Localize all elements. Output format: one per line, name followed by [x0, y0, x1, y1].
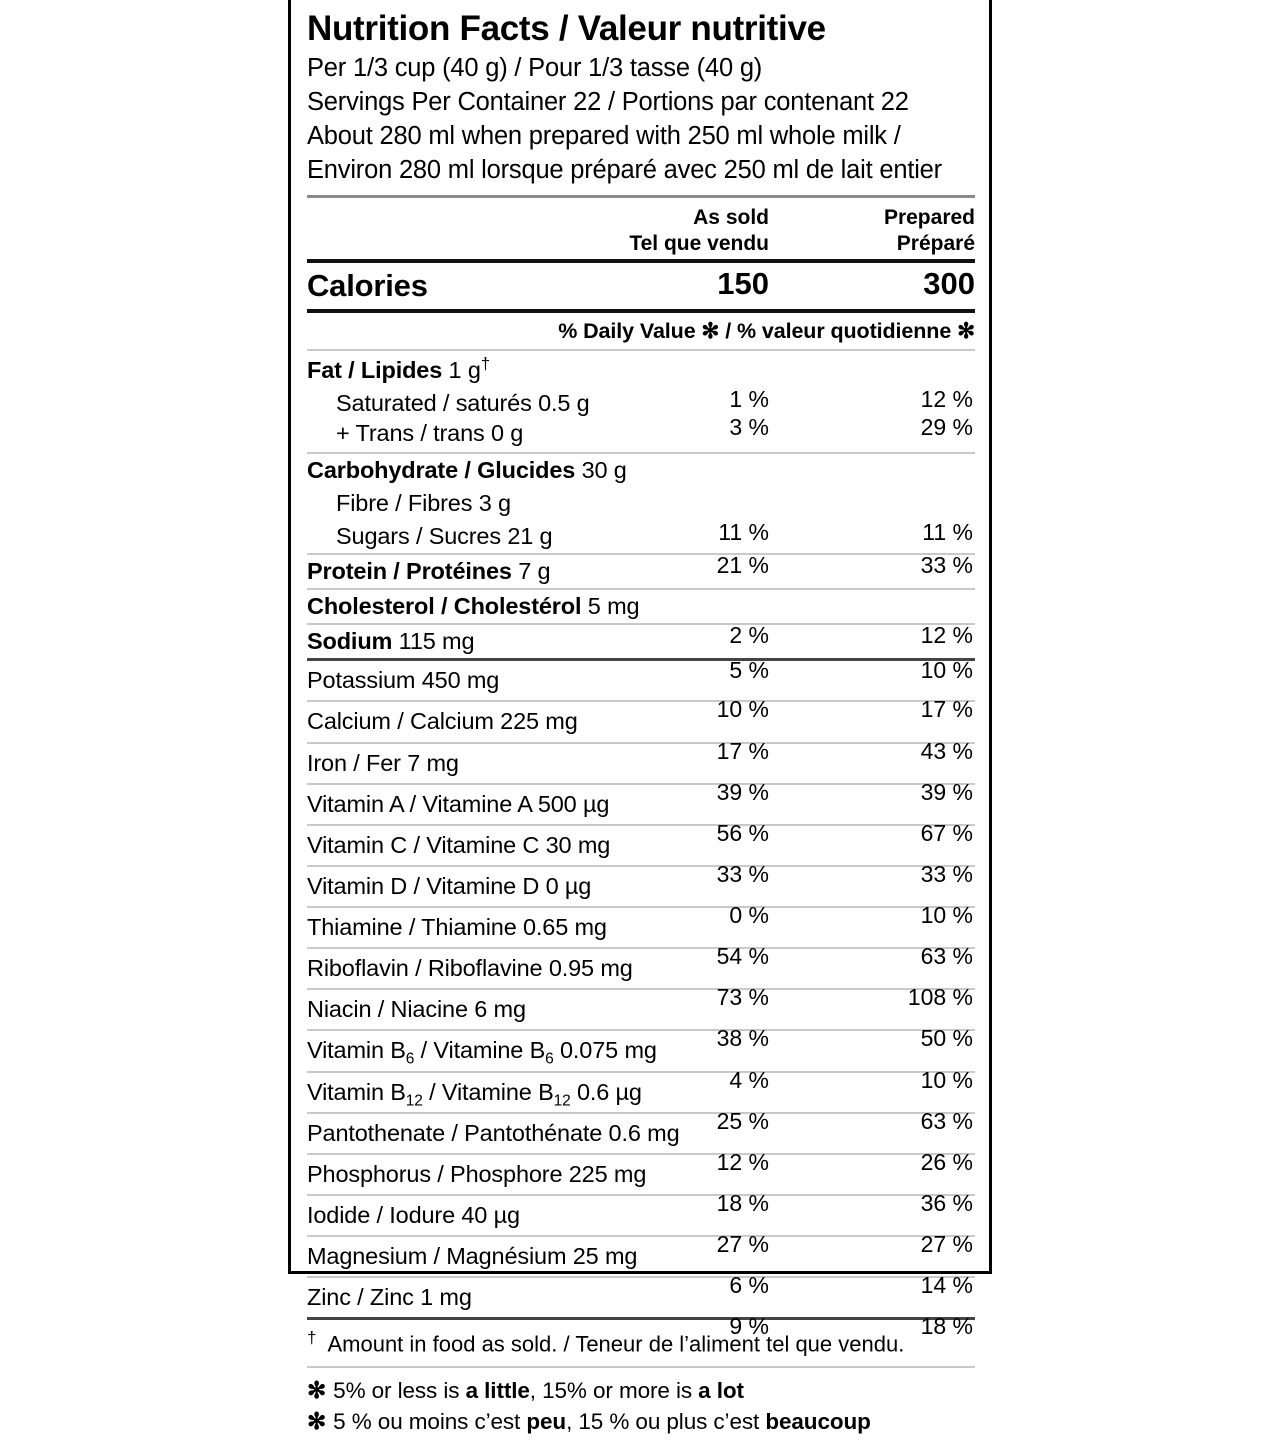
label-title: Nutrition Facts / Valeur nutritive [307, 9, 826, 48]
row-sodium-prepared: 10 % [920, 657, 973, 684]
footnote-star-fr-c: , 15 % ou plus c’est [566, 1409, 766, 1435]
row-iodide-as-sold: 27 % [716, 1231, 769, 1258]
footnote-star-fr-b: peu [526, 1409, 567, 1435]
row-vitamin-a-prepared: 67 % [920, 819, 973, 846]
dagger-icon: † [480, 354, 491, 374]
calories-value-prepared: 300 [923, 266, 975, 302]
row-zinc-as-sold: 9 % [729, 1313, 769, 1340]
row-vitamin-b6-prefix-en: Vitamin B [307, 1037, 406, 1064]
row-potassium-as-sold: 10 % [716, 696, 769, 723]
row-fibre-label: Fibre / Fibres 3 g [336, 489, 511, 516]
row-vitamin-b6-sub-fr: 6 [545, 1051, 554, 1069]
row-saturated-label: Saturated / saturés 0.5 g [336, 390, 590, 417]
row-calcium-prepared: 43 % [920, 737, 973, 764]
footnote-dagger-text: Amount in food as sold. / Teneur de l’aliment tel que vendu. [327, 1331, 905, 1357]
row-zinc [307, 1278, 975, 1340]
row-niacin-label: Niacin / Niacine 6 mg [307, 996, 526, 1023]
row-phosphorus-prepared: 36 % [920, 1189, 973, 1216]
row-carbohydrate [307, 454, 975, 487]
row-thiamine-prepared: 63 % [920, 943, 973, 970]
row-cholesterol-label [307, 592, 975, 621]
row-sodium-amount: 115 mg [398, 628, 475, 655]
footnote-star-en-d: a lot [698, 1378, 744, 1404]
row-phosphorus-label: Phosphorus / Phosphore 225 mg [307, 1160, 647, 1187]
footnote-star-fr [307, 1406, 975, 1437]
row-iron-as-sold: 39 % [716, 778, 769, 805]
column-header-as-sold-fr: Tel que vendu [629, 231, 769, 255]
footnote-star-fr-a: 5 % ou moins c’est [333, 1409, 527, 1435]
column-header-prepared [884, 205, 975, 256]
footnote-star-en [307, 1375, 975, 1406]
row-vitamin-d-as-sold: 0 % [729, 902, 769, 929]
calories-label: Calories [307, 268, 428, 304]
row-iodide-prepared: 27 % [920, 1231, 973, 1258]
row-vitamin-b12-mid: / Vitamine B [422, 1078, 554, 1105]
row-sugars-label: Sugars / Sucres 21 g [336, 522, 553, 549]
row-magnesium-label: Magnesium / Magnésium 25 mg [307, 1243, 638, 1270]
row-sodium-label [307, 627, 975, 656]
row-trans-label: + Trans / trans 0 g [336, 419, 524, 446]
serving-information [307, 48, 975, 196]
row-potassium-prepared: 17 % [920, 696, 973, 723]
row-zinc-prepared: 18 % [920, 1313, 973, 1340]
daily-value-header: % Daily Value ✻ / % valeur quotidienne ✻ [558, 319, 975, 344]
row-carbohydrate-name: Carbohydrate / Glucides [307, 456, 576, 483]
row-iron-label: Iron / Fer 7 mg [307, 749, 459, 776]
row-fibre-prepared: 11 % [922, 518, 973, 545]
row-vitamin-b12-as-sold: 25 % [716, 1107, 769, 1134]
row-riboflavin-prepared: 108 % [907, 984, 973, 1011]
column-header-as-sold-en: As sold [693, 206, 769, 230]
row-saturated-as-sold: 3 % [729, 414, 769, 441]
row-fat-name: Fat / Lipides [307, 357, 443, 384]
row-vitamin-b12-label [307, 1078, 975, 1110]
column-headers [307, 198, 975, 259]
row-saturated-trans [307, 387, 975, 451]
prepared-volume-line-fr: Environ 280 ml lorsque préparé avec 250 ml de lait entier [307, 156, 942, 185]
row-cholesterol-amount: 5 mg [587, 593, 640, 620]
row-niacin-prepared: 50 % [920, 1025, 973, 1052]
row-vitamin-b12-prefix-en: Vitamin B [307, 1078, 406, 1105]
calories-row [307, 263, 975, 309]
row-sugars-prepared: 33 % [920, 551, 973, 578]
footnote-star-en-a: 5% or less is [333, 1378, 466, 1404]
footnote-star-fr-d: beaucoup [765, 1409, 871, 1435]
row-potassium-label: Potassium 450 mg [307, 667, 500, 694]
row-sugars-as-sold: 21 % [716, 551, 769, 578]
row-vitamin-b12-sub-fr: 12 [553, 1092, 571, 1110]
row-protein-label [307, 557, 975, 586]
star-mark-icon-en: ✻ [307, 1377, 327, 1404]
row-vitamin-b6-sub-en: 6 [405, 1051, 415, 1069]
row-sodium-name: Sodium [307, 628, 393, 655]
row-sodium-as-sold: 5 % [729, 657, 769, 684]
row-niacin-as-sold: 38 % [716, 1025, 769, 1052]
row-vitamin-a-label: Vitamin A / Vitamine A 500 µg [307, 790, 610, 817]
column-header-prepared-fr: Préparé [896, 231, 975, 255]
servings-per-container-line: Servings Per Container 22 / Portions par contenant 22 [307, 87, 909, 116]
row-vitamin-b6-as-sold: 4 % [729, 1066, 769, 1093]
row-protein [307, 555, 975, 588]
row-phosphorus-as-sold: 18 % [716, 1189, 769, 1216]
column-header-prepared-en: Prepared [883, 206, 975, 230]
row-zinc-label: Zinc / Zinc 1 mg [307, 1284, 472, 1311]
row-vitamin-b12-amount: 0.6 µg [570, 1078, 642, 1105]
footnote-stars [307, 1368, 975, 1443]
row-vitamin-d-prepared: 10 % [920, 902, 973, 929]
row-fat-prepared: 12 % [920, 386, 973, 413]
row-fat-as-sold: 1 % [729, 386, 769, 413]
fat-group [307, 351, 975, 451]
calories-value-as-sold: 150 [717, 266, 769, 302]
row-vitamin-c-label: Vitamin C / Vitamine C 30 mg [307, 831, 611, 858]
footnote-star-en-b: a little [465, 1378, 530, 1404]
footnote-dagger [307, 1320, 975, 1366]
nutrition-facts-panel [288, 0, 992, 1435]
row-cholesterol-as-sold: 2 % [729, 622, 769, 649]
row-pantothenate-prepared: 26 % [920, 1148, 973, 1175]
row-protein-name: Protein / Protéines [307, 557, 512, 584]
row-vitamin-c-as-sold: 33 % [716, 860, 769, 887]
row-vitamin-b12-sub-en: 12 [405, 1092, 423, 1110]
row-magnesium-prepared: 14 % [920, 1272, 973, 1299]
column-header-as-sold [629, 205, 769, 256]
row-iron-prepared: 39 % [920, 778, 973, 805]
row-calcium-label: Calcium / Calcium 225 mg [307, 708, 578, 735]
row-vitamin-a-as-sold: 56 % [716, 819, 769, 846]
row-pantothenate-as-sold: 12 % [716, 1148, 769, 1175]
row-pantothenate-label: Pantothenate / Pantothénate 0.6 mg [307, 1119, 680, 1146]
row-fibre-as-sold: 11 % [718, 518, 769, 545]
row-thiamine-as-sold: 54 % [716, 943, 769, 970]
footnote-star-en-c: , 15% or more is [529, 1378, 699, 1404]
row-vitamin-b6-label [307, 1036, 975, 1069]
row-vitamin-b6-amount: 0.075 mg [553, 1037, 657, 1064]
row-iodide-label: Iodide / Iodure 40 µg [307, 1201, 520, 1228]
row-saturated-prepared: 29 % [920, 414, 973, 441]
row-vitamin-c-prepared: 33 % [920, 860, 973, 887]
prepared-volume-line-en: About 280 ml when prepared with 250 ml whole milk / [307, 122, 901, 151]
row-magnesium-as-sold: 6 % [729, 1272, 769, 1299]
row-calcium-as-sold: 17 % [716, 737, 769, 764]
star-mark-icon-fr: ✻ [307, 1408, 327, 1435]
row-carbohydrate-amount: 30 g [581, 456, 627, 483]
row-fat-amount: 1 g [448, 357, 481, 384]
row-riboflavin-as-sold: 73 % [716, 984, 769, 1011]
row-carbohydrate-label [307, 456, 975, 485]
row-vitamin-b12-prepared: 63 % [920, 1107, 973, 1134]
row-cholesterol-name: Cholesterol / Cholestérol [307, 593, 582, 620]
serving-size-line: Per 1/3 cup (40 g) / Pour 1/3 tasse (40 g) [307, 53, 763, 82]
row-riboflavin-label: Riboflavin / Riboflavine 0.95 mg [307, 955, 633, 982]
row-cholesterol-prepared: 12 % [920, 622, 973, 649]
row-protein-amount: 7 g [518, 557, 551, 584]
row-vitamin-d-label: Vitamin D / Vitamine D 0 µg [307, 872, 592, 899]
row-fat-label [307, 353, 975, 385]
row-vitamin-b6-mid: / Vitamine B [414, 1037, 546, 1064]
dagger-mark-icon: † [307, 1328, 317, 1348]
row-vitamin-b6-prepared: 10 % [920, 1066, 973, 1093]
row-thiamine-label: Thiamine / Thiamine 0.65 mg [307, 914, 607, 941]
